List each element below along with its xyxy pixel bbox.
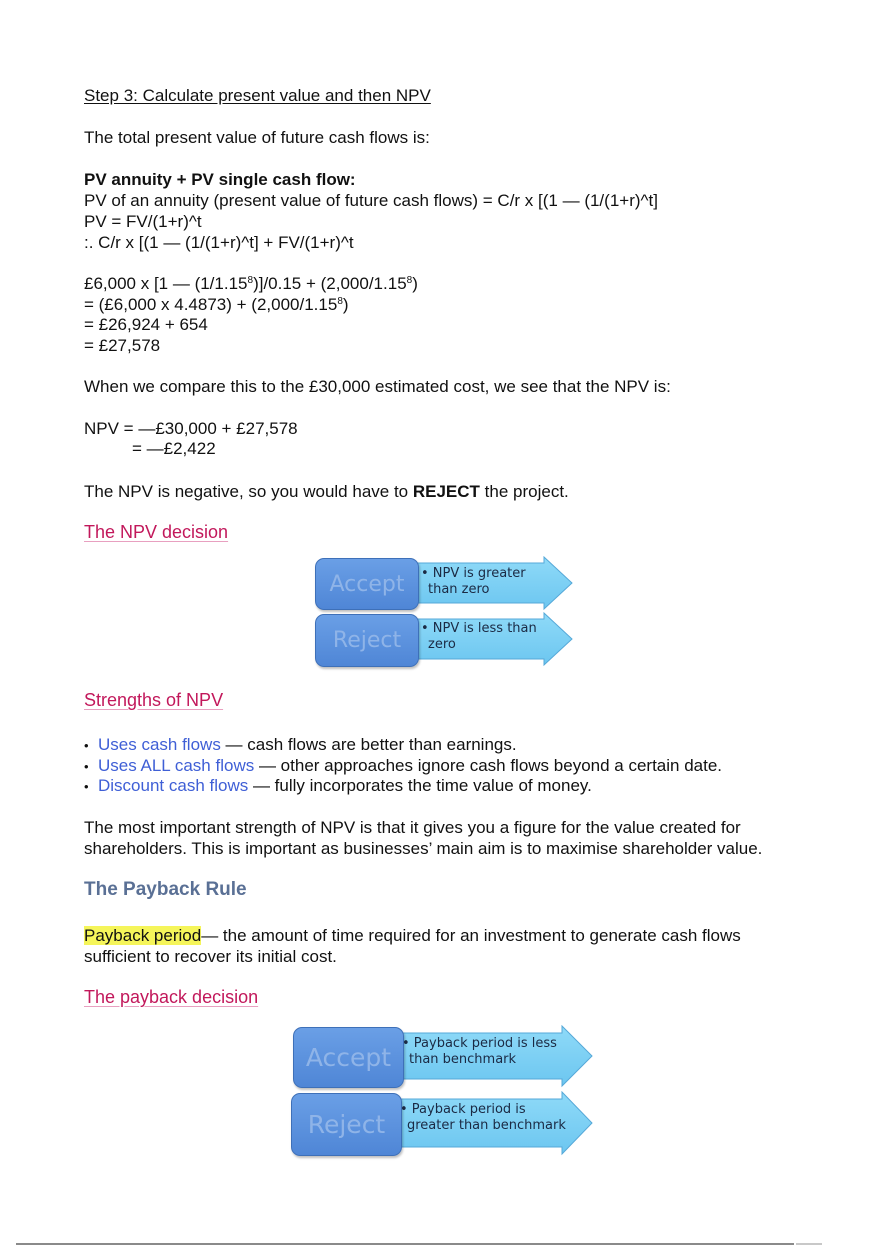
exponent: 8 — [337, 296, 343, 307]
calc-line-4: = £27,578 — [84, 336, 161, 355]
strength-desc: — fully incorporates the time value of money. — [248, 776, 592, 795]
calc-text: )]/0.15 + (2,000/1.15 — [253, 274, 407, 293]
definition-text: — the amount of time required for an investment to generate cash flows — [201, 926, 741, 945]
calc-text: ) — [412, 274, 418, 293]
criteria-line: greater than benchmark — [407, 1118, 566, 1133]
exponent: 8 — [247, 275, 254, 286]
calc-line-3: = £26,924 + 654 — [84, 315, 208, 334]
pv-subheading: PV annuity + PV single cash flow: — [84, 170, 356, 189]
bullet: • — [84, 779, 89, 794]
payback-accept-box: Accept — [293, 1027, 404, 1088]
criteria-line: • NPV is greater — [421, 566, 526, 581]
bullet: • — [84, 759, 89, 774]
strength-term: Uses ALL cash flows — [98, 756, 255, 775]
npv-decision-heading: The NPV decision — [84, 522, 229, 542]
payback-definition-cont: sufficient to recover its initial cost. — [84, 947, 337, 966]
payback-term: Payback period — [84, 926, 202, 945]
strength-desc: — other approaches ignore cash flows beyond a certain date. — [254, 756, 723, 775]
strength-item — [84, 776, 592, 797]
step3-heading: Step 3: Calculate present value and then NPV — [84, 86, 431, 105]
page-divider — [16, 1243, 794, 1245]
npv-reject-criteria — [421, 621, 537, 653]
strength-item — [84, 735, 517, 756]
criteria-line: zero — [428, 637, 456, 652]
conclusion-text: the project. — [479, 482, 569, 501]
exponent: 8 — [406, 275, 413, 286]
npv-line-2: = —£2,422 — [132, 439, 216, 458]
calc-text: = (£6,000 x 4.4873) + (2,000/1.15 — [84, 295, 338, 314]
reject-emphasis: REJECT — [412, 482, 480, 501]
page-divider-end — [796, 1243, 822, 1245]
strength-item — [84, 756, 722, 777]
formula-line: PV = FV/(1+r)^t — [84, 212, 202, 231]
formula-line: PV of an annuity (present value of future cash flows) = C/r x [(1 — (1/(1+r)^t] — [84, 191, 658, 210]
strengths-heading: Strengths of NPV — [84, 690, 224, 710]
calc-text: £6,000 x [1 — (1/1.15 — [84, 274, 248, 293]
npv-accept-criteria — [421, 566, 526, 598]
npv-line-1: NPV = —£30,000 + £27,578 — [84, 419, 298, 438]
criteria-line: • Payback period is less — [402, 1036, 557, 1051]
calc-line-1 — [84, 274, 418, 294]
calc-line-2 — [84, 295, 349, 315]
npv-accept-box: Accept — [315, 558, 419, 610]
step3-intro: The total present value of future cash flows is: — [84, 128, 430, 147]
npv-conclusion — [84, 482, 569, 502]
criteria-line: • NPV is less than — [421, 621, 537, 636]
strength-term: Discount cash flows — [98, 776, 249, 795]
criteria-line: than benchmark — [409, 1052, 517, 1067]
strengths-summary: shareholders. This is important as businesses’ main aim is to maximise shareholder value. — [84, 839, 763, 858]
criteria-line: than zero — [428, 582, 490, 597]
payback-definition — [84, 926, 741, 946]
payback-heading: The Payback Rule — [84, 879, 247, 900]
npv-reject-box: Reject — [315, 614, 419, 667]
strength-desc: — cash flows are better than earnings. — [220, 735, 517, 754]
strengths-summary: The most important strength of NPV is that it gives you a figure for the value created for — [84, 818, 741, 837]
conclusion-text: The NPV is negative, so you would have to — [84, 482, 413, 501]
strength-term: Uses cash flows — [98, 735, 221, 754]
compare-text: When we compare this to the £30,000 estimated cost, we see that the NPV is: — [84, 377, 671, 396]
payback-decision-heading: The payback decision — [84, 987, 259, 1007]
payback-reject-box: Reject — [291, 1093, 402, 1156]
bullet: • — [84, 738, 89, 753]
formula-line: :. C/r x [(1 — (1/(1+r)^t] + FV/(1+r)^t — [84, 233, 354, 252]
payback-reject-criteria — [400, 1102, 566, 1134]
criteria-line: • Payback period is — [400, 1102, 526, 1117]
calc-text: ) — [342, 295, 349, 314]
payback-accept-criteria — [402, 1036, 557, 1068]
